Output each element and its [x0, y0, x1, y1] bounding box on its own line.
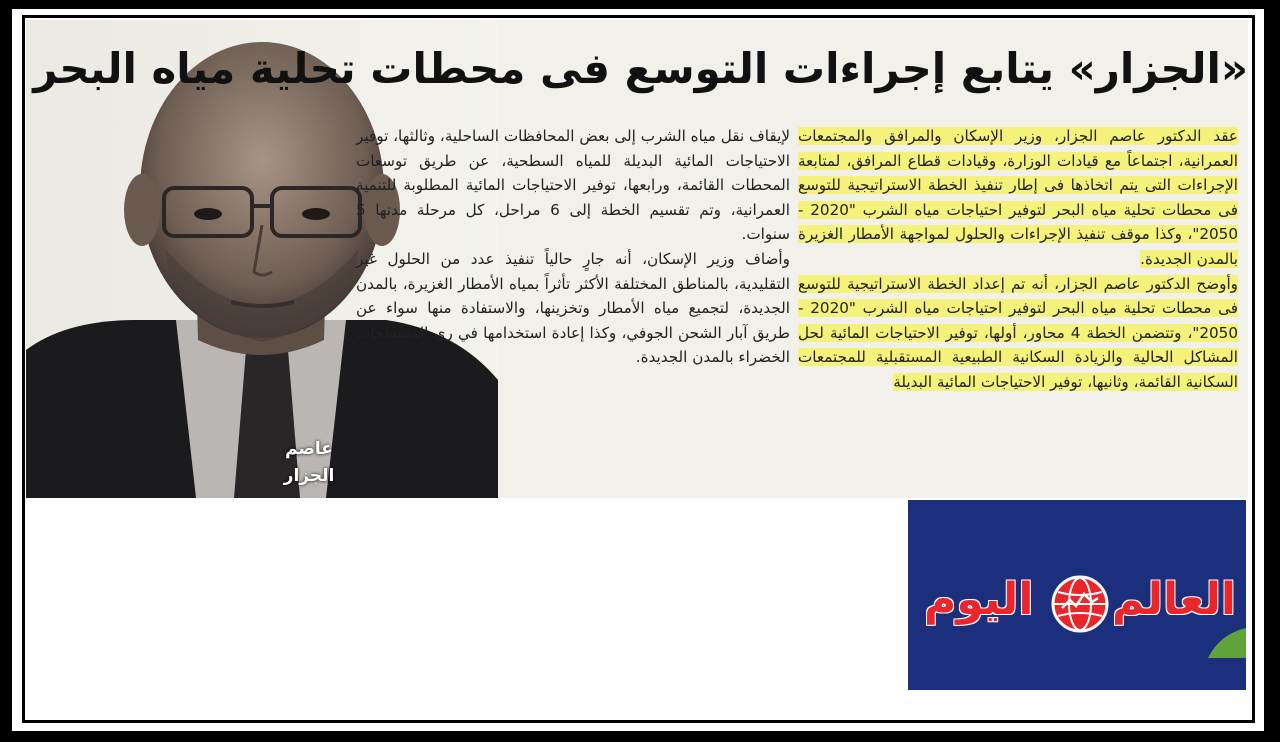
highlighted-text: عقد الدكتور عاصم الجزار، وزير الإسكان والمرافق والمجتمعات العمرانية، اجتماعاً مع قيادات الوزارة، وقيادات قطاع المرافق، لمتابعة الإجراءات التى يتم اتخاذها فى إطار تنفيذ الخطة الاستراتيجية للتوسع فى محطات تحلية مياه البحر لتوفير احتياجات مياه الشرب "2020 - 2050"، وكذا موقف تنفيذ الإجراءات والحلول لمواجهة الأمطار الغزيرة بالمدن الجديدة.	[798, 127, 1239, 268]
paragraph	[798, 124, 1238, 272]
paragraph: لإيقاف نقل مياه الشرب إلى بعض المحافظات الساحلية، وثالثها، توفير الاحتياجات المائية البديلة للمياه السطحية، عن طريق توسعات المحطات القائمة، ورابعها، توفير الاحتياجات المائية المطلوبة للتنمية العمرانية، وتم تقسيم الخطة إلى 6 مراحل، كل مرحلة مدتها 5 سنوات.	[356, 127, 790, 244]
photo-caption	[264, 436, 354, 490]
leaf-icon	[1208, 628, 1246, 658]
site-logo	[908, 500, 1246, 690]
globe-icon	[1050, 574, 1110, 634]
caption-first-name: عاصم	[285, 439, 333, 459]
paragraph	[798, 272, 1238, 395]
logo-word-left: اليوم	[924, 574, 1034, 625]
highlighted-text: وأوضح الدكتور عاصم الجزار، أنه تم إعداد الخطة الاستراتيجية للتوسع فى محطات تحلية مياه البحر لتوفير احتياجات مياه الشرب "2020 - 2050"، وتتضمن الخطة 4 محاور، أولها، توفير الاحتياجات المائية لحل المشاكل الحالية والزيادة السكانية الطبيعية المستقبلية للمجتمعات السكانية القائمة، وثانيها، توفير الاحتياجات المائية البديلة	[798, 274, 1239, 391]
paragraph: وأضاف وزير الإسكان، أنه جارٍ حالياً تنفيذ عدد من الحلول غير التقليدية، بالمناطق المختلفة الأكثر تأثراً بمياه الأمطار الغزيرة، بالمدن الجديدة، لتجميع مياه الأمطار وتخزينها، والاستفادة منها سواء عن طريق آبار الشحن الجوفي، وكذا إعادة استخدامها في ري المسطحات الخضراء بالمدن الجديدة.	[356, 249, 790, 367]
caption-last-name: الجزار	[283, 466, 335, 486]
newspaper-clipping	[26, 20, 1248, 498]
article-headline: «الجزار» يتابع إجراءات التوسع فى محطات تحلية مياه البحر	[33, 44, 1248, 93]
logo-word-right: العالم	[1112, 574, 1236, 625]
article-column-left	[356, 124, 790, 370]
article-column-right	[798, 124, 1238, 395]
